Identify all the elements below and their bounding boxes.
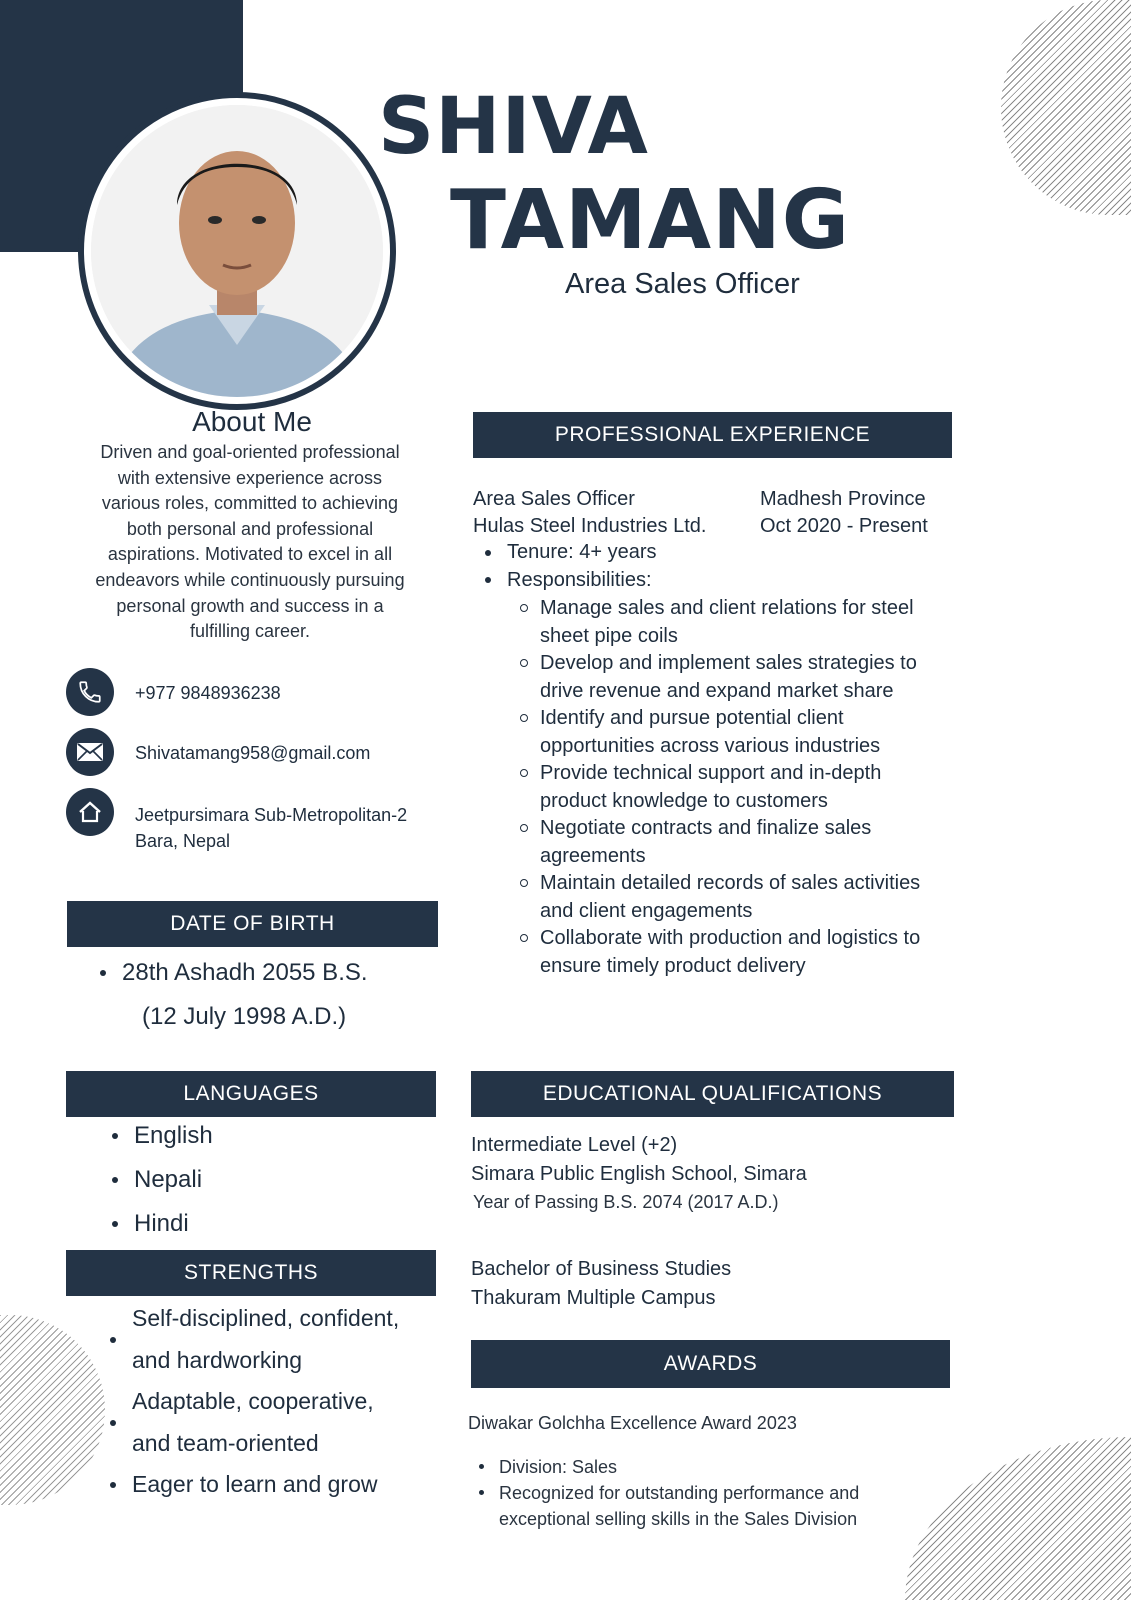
languages-heading: LANGUAGES (66, 1071, 436, 1117)
about-heading: About Me (192, 406, 312, 437)
experience-heading: PROFESSIONAL EXPERIENCE (473, 412, 952, 458)
profile-photo-frame (78, 92, 396, 410)
strengths-list (132, 1298, 412, 1506)
experience-period: Oct 2020 - Present (760, 515, 928, 537)
dob-list (122, 951, 368, 1039)
responsibilities-list (540, 595, 950, 980)
responsibility-item: Identify and pursue potential client opportunities across various industries (540, 705, 950, 760)
education-entry-1 (471, 1131, 951, 1215)
award-title: Diwakar Golchha Excellence Award 2023 (468, 1413, 797, 1433)
language-item: Nepali (134, 1158, 213, 1202)
experience-right (760, 486, 928, 540)
education-heading: EDUCATIONAL QUALIFICATIONS (471, 1071, 954, 1117)
address (135, 802, 407, 854)
education-school: Thakuram Multiple Campus (471, 1287, 716, 1309)
responsibility-item: Maintain detailed records of sales activities and client engagements (540, 870, 950, 925)
phone-number[interactable]: +977 9848936238 (135, 683, 281, 703)
award-details (499, 1454, 919, 1532)
email-address[interactable]: Shivatamang958@gmail.com (135, 743, 371, 763)
home-icon (66, 788, 114, 836)
striped-circle-decor-bottom-left (0, 1315, 105, 1505)
language-item: Hindi (134, 1202, 213, 1246)
striped-circle-decor-bottom-right (905, 1437, 1131, 1600)
dob-ad: (12 July 1998 A.D.) (142, 1003, 347, 1030)
responsibility-item: Manage sales and client relations for steel sheet pipe coils (540, 595, 950, 650)
language-item: English (134, 1114, 213, 1158)
responsibility-item: Provide technical support and in-depth product knowledge to customers (540, 760, 950, 815)
first-name: SHIVA (378, 82, 649, 172)
responsibility-item: Develop and implement sales strategies to drive revenue and expand market share (540, 650, 950, 705)
experience-role: Area Sales Officer (473, 488, 635, 510)
strength-item: Eager to learn and grow (132, 1464, 412, 1506)
experience-tenure: Tenure: 4+ years (507, 539, 947, 567)
awards-heading: AWARDS (471, 1340, 950, 1388)
address-line-2: Bara, Nepal (135, 831, 231, 851)
education-entry-2 (471, 1255, 951, 1313)
responsibility-item: Negotiate contracts and finalize sales agreements (540, 815, 950, 870)
experience-company: Hulas Steel Industries Ltd. (473, 515, 707, 537)
experience-details (507, 539, 947, 594)
education-level: Bachelor of Business Studies (471, 1258, 732, 1280)
phone-icon (66, 668, 114, 716)
email-icon (66, 728, 114, 776)
experience-location: Madhesh Province (760, 488, 926, 510)
name-last-block (450, 173, 851, 268)
striped-circle-decor-top-right (1001, 0, 1131, 215)
dob-heading: DATE OF BIRTH (67, 901, 438, 947)
education-school: Simara Public English School, Simara (471, 1163, 807, 1185)
dob-bs: 28th Ashadh 2055 B.S. (122, 951, 368, 995)
languages-list (134, 1114, 213, 1246)
award-item: Division: Sales (499, 1454, 919, 1480)
about-text: Driven and goal-oriented professional with extensive experience across various roles, committed to achieving both personal and professional aspirations. Motivated to excel in all endeavors while continuously pursuing personal growth and success in a fulfilling career. (95, 442, 405, 642)
strength-item: Self-disciplined, confident, and hardworking (132, 1298, 412, 1381)
experience-responsibilities-label: Responsibilities: (507, 567, 947, 595)
name-first-block (378, 82, 649, 172)
education-level: Intermediate Level (+2) (471, 1134, 678, 1156)
person-illustration (91, 105, 383, 397)
responsibility-item: Collaborate with production and logistics to ensure timely product delivery (540, 925, 950, 980)
strengths-heading: STRENGTHS (66, 1250, 436, 1296)
strength-item: Adaptable, cooperative, and team-oriented (132, 1381, 412, 1464)
experience-left (473, 486, 706, 540)
profile-photo (91, 105, 383, 397)
education-year: Year of Passing B.S. 2074 (2017 A.D.) (473, 1192, 779, 1212)
award-item: Recognized for outstanding performance and exceptional selling skills in the Sales Division (499, 1480, 919, 1532)
job-title: Area Sales Officer (565, 268, 800, 300)
last-name: TAMANG (450, 173, 851, 268)
address-line-1: Jeetpursimara Sub-Metropolitan-2 (135, 805, 408, 825)
